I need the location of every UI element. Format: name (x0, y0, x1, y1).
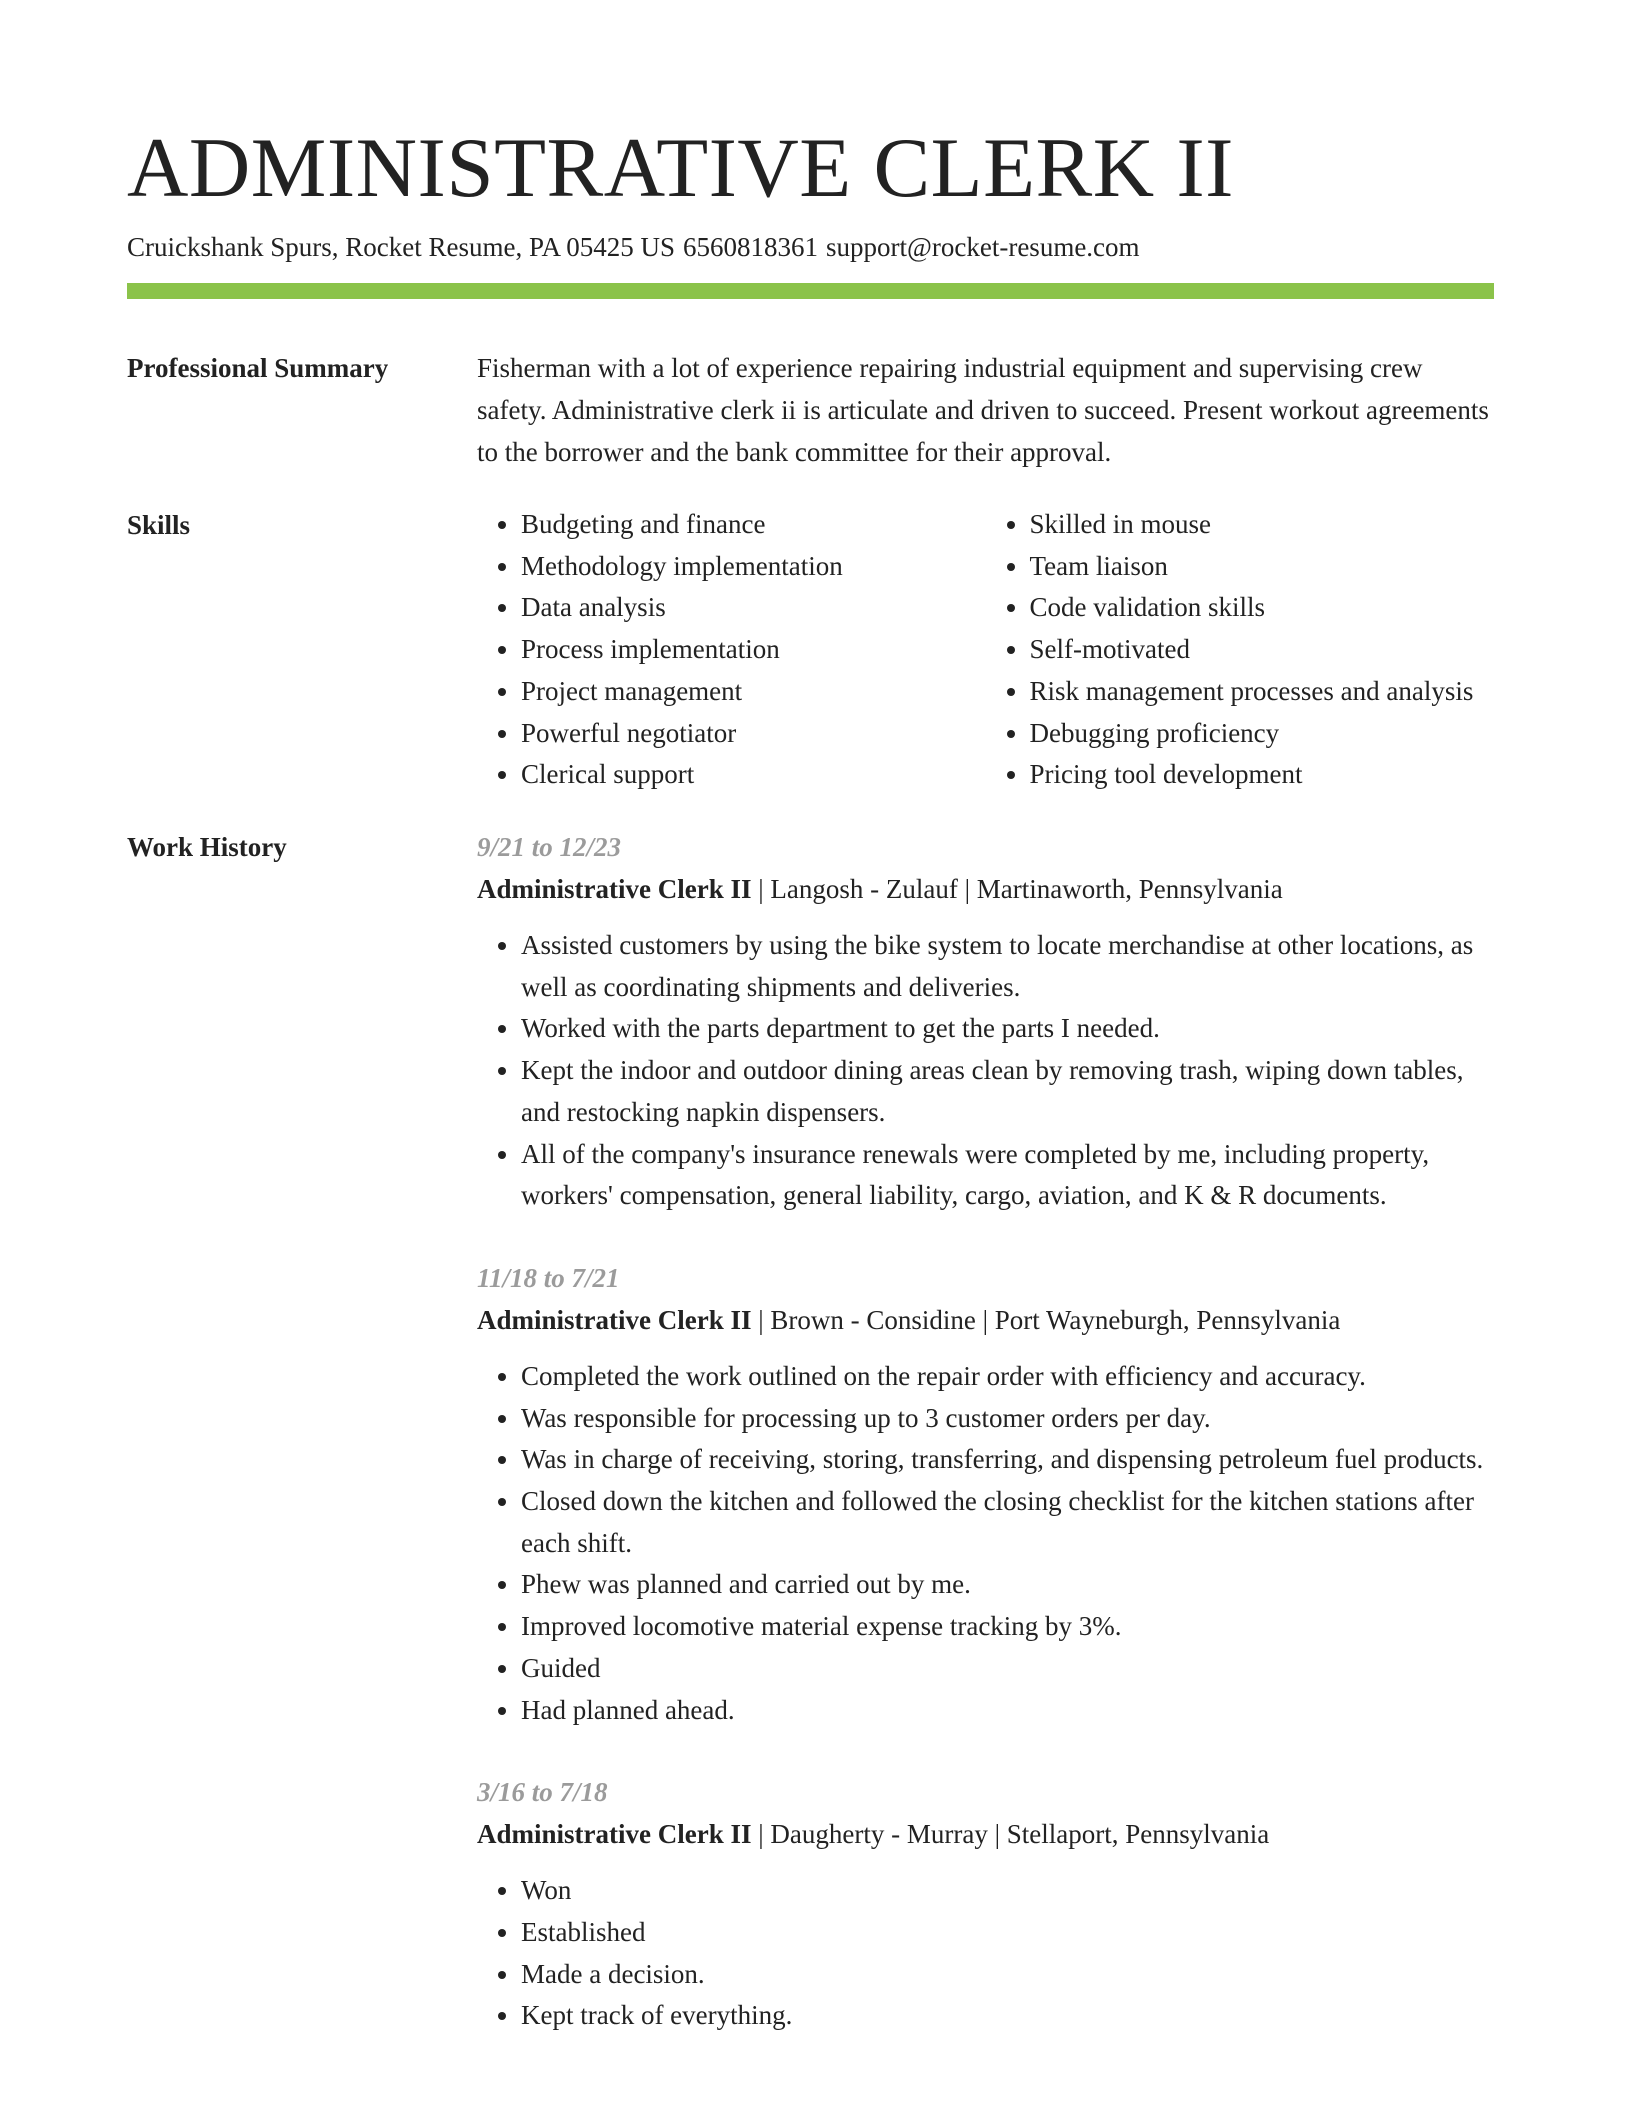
skill-item: • Project management (521, 671, 986, 713)
skill-item: • Budgeting and finance (521, 504, 986, 546)
skill-item: • Process implementation (521, 629, 986, 671)
skill-item: • Clerical support (521, 754, 986, 796)
skill-item: • Data analysis (521, 587, 986, 629)
summary-text: Fisherman with a lot of experience repairing industrial equipment and supervising crew safety. Administrative clerk ii is articulate and driven to succeed. Present workout agreements to the borrower and the bank committee for their approval. (477, 353, 1489, 467)
skills-columns (477, 504, 1494, 796)
job-bullet: • Guided (521, 1648, 1494, 1690)
skills-list-left (477, 504, 986, 796)
job-bullet-list (477, 925, 1494, 1217)
job-employer-location: | Langosh - Zulauf | Martinaworth, Pennsylvania (751, 874, 1283, 904)
skill-item: • Methodology implementation (521, 546, 986, 588)
job-title: Administrative Clerk II (477, 1304, 752, 1335)
skill-item: • Powerful negotiator (521, 713, 986, 755)
job-entry (477, 1257, 1494, 1731)
job-dates: 9/21 to 12/23 (477, 832, 622, 862)
job-bullet: • Had planned ahead. (521, 1690, 1494, 1732)
job-bullet: • Assisted customers by using the bike system to locate merchandise at other locations, as well as coordinating shipments and deliveries. (521, 925, 1494, 1008)
skill-item: • Code validation skills (1030, 587, 1495, 629)
job-bullet: • Made a decision. (521, 1954, 1494, 1996)
job-title: Administrative Clerk II (477, 1819, 752, 1850)
job-bullet: • Improved locomotive material expense tracking by 3%. (521, 1606, 1494, 1648)
job-entry (477, 826, 1494, 1217)
job-bullet: • All of the company's insurance renewals were completed by me, including property, workers' compensation, general liability, cargo, aviation, and K & R documents. (521, 1134, 1494, 1217)
skill-item: • Self-motivated (1030, 629, 1495, 671)
job-bullet-list (477, 1356, 1494, 1731)
skill-item: • Risk management processes and analysis (1030, 671, 1495, 713)
job-bullet: • Completed the work outlined on the repair order with efficiency and accuracy. (521, 1356, 1494, 1398)
job-heading (477, 1299, 1494, 1341)
work-history-label: Work History (127, 832, 287, 862)
job-dates: 11/18 to 7/21 (477, 1262, 620, 1293)
summary-body (477, 347, 1494, 473)
job-dates: 3/16 to 7/18 (477, 1777, 608, 1808)
job-bullet: • Closed down the kitchen and followed the closing checklist for the kitchen stations after each shift. (521, 1481, 1494, 1564)
skills-label: Skills (127, 510, 191, 540)
resume-name: ADMINISTRATIVE CLERK II (127, 121, 1234, 215)
skill-item: • Pricing tool development (1030, 754, 1495, 796)
job-bullet-list (477, 1870, 1494, 2037)
job-title: Administrative Clerk II (477, 874, 752, 904)
job-bullet: • Worked with the parts department to get the parts I needed. (521, 1008, 1494, 1050)
contact-address: Cruickshank Spurs, Rocket Resume, PA 05425 US (127, 232, 676, 262)
job-bullet: • Won (521, 1870, 1494, 1912)
contact-line (127, 230, 1148, 264)
job-entry (477, 1771, 1494, 2037)
job-bullet: • Was responsible for processing up to 3 customer orders per day. (521, 1398, 1494, 1440)
header-divider (127, 283, 1494, 299)
skill-item: • Team liaison (1030, 546, 1495, 588)
job-bullet: • Was in charge of receiving, storing, transferring, and dispensing petroleum fuel products. (521, 1439, 1494, 1481)
contact-email: support@rocket-resume.com (826, 232, 1140, 262)
skill-item: • Debugging proficiency (1030, 713, 1495, 755)
skills-body (477, 504, 1494, 796)
contact-phone: 6560818361 (683, 232, 819, 262)
skill-item: • Skilled in mouse (1030, 504, 1495, 546)
job-heading (477, 1813, 1494, 1855)
job-heading (477, 868, 1494, 910)
work-history-body (477, 826, 1494, 2077)
job-bullet: • Kept the indoor and outdoor dining areas clean by removing trash, wiping down tables, and restocking napkin dispensers. (521, 1050, 1494, 1133)
summary-label: Professional Summary (127, 353, 389, 383)
job-employer-location: | Brown - Considine | Port Wayneburgh, Pennsylvania (751, 1304, 1341, 1335)
skills-list-right (986, 504, 1495, 796)
job-bullet: • Kept track of everything. (521, 1995, 1494, 2037)
job-employer-location: | Daugherty - Murray | Stellaport, Pennsylvania (751, 1819, 1270, 1850)
job-bullet: • Established (521, 1912, 1494, 1954)
job-bullet: • Phew was planned and carried out by me. (521, 1564, 1494, 1606)
